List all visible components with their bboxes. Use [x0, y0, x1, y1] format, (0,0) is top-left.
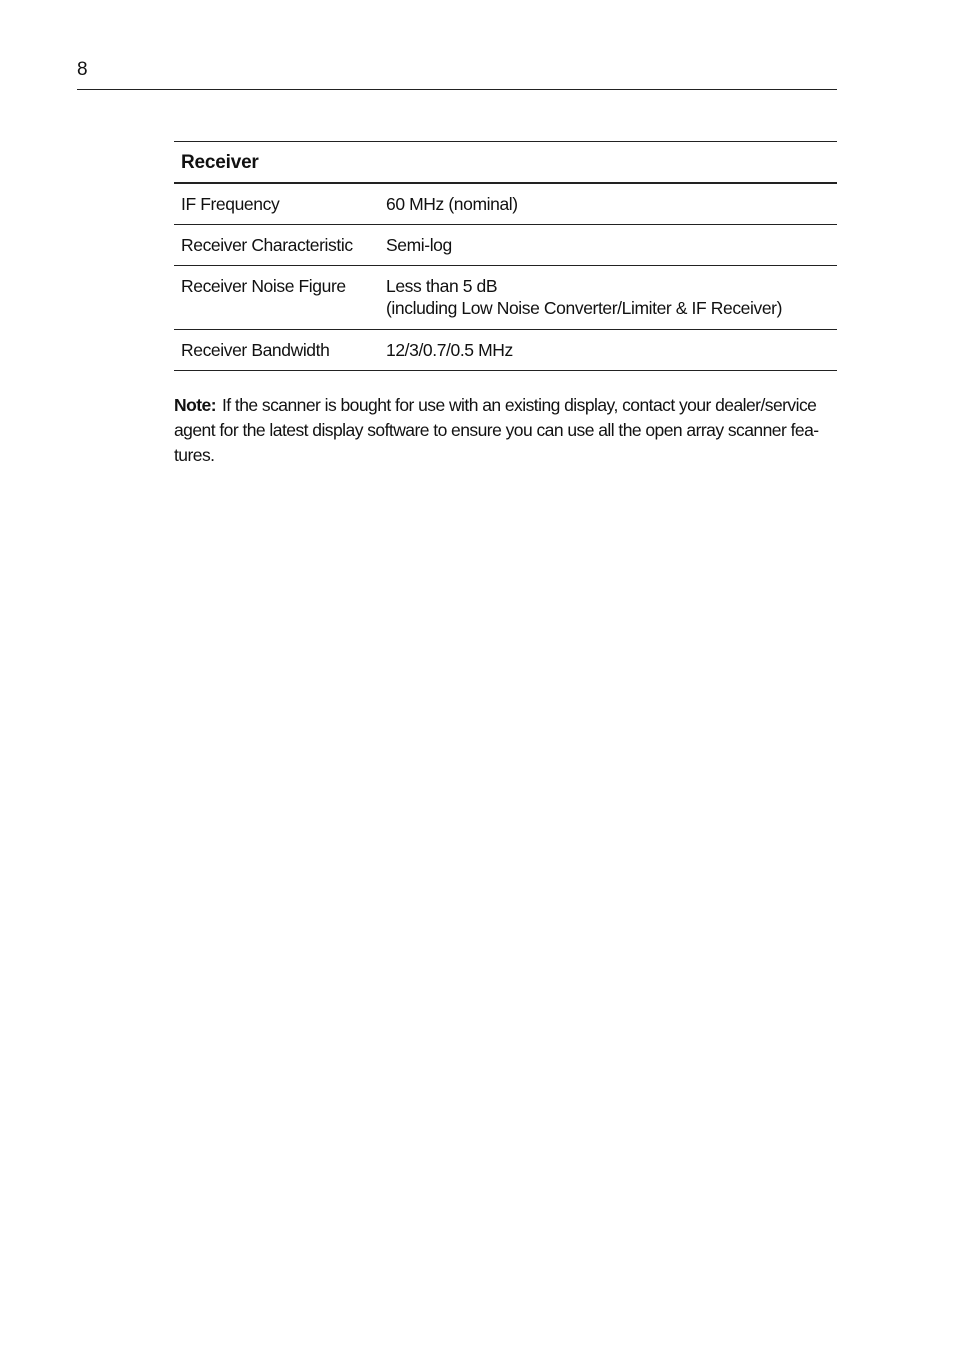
- row-value-line: (including Low Noise Converter/Limiter & IF Receiver): [386, 298, 783, 318]
- row-label: Receiver Characteristic: [181, 235, 353, 255]
- row-value: [386, 339, 837, 370]
- note-text: If the scanner is bought for use with an existing display, contact your dealer/service agent for the latest display software to ensure you can use all the open array scanner fea-tures.: [174, 395, 819, 465]
- row-value-line: Less than 5 dB: [386, 276, 498, 296]
- receiver-spec-table: [174, 141, 837, 371]
- page-number: 8: [77, 59, 88, 80]
- note-paragraph: [174, 393, 838, 468]
- row-value: [386, 193, 837, 224]
- table-row: [174, 225, 837, 266]
- table-heading: Receiver: [174, 142, 837, 184]
- row-label: Receiver Noise Figure: [181, 276, 346, 296]
- row-label: IF Frequency: [181, 194, 280, 214]
- header-rule: [77, 89, 837, 90]
- table-row: [174, 184, 837, 225]
- row-value-line: 12/3/0.7/0.5 MHz: [386, 340, 513, 360]
- table-row: [174, 266, 837, 330]
- row-value: [386, 275, 837, 329]
- row-value-line: 60 MHz (nominal): [386, 194, 518, 214]
- row-value: [386, 234, 837, 265]
- table-row: [174, 330, 837, 371]
- note-label: Note:: [174, 395, 216, 415]
- row-value-line: Semi-log: [386, 235, 452, 255]
- row-label: Receiver Bandwidth: [181, 340, 330, 360]
